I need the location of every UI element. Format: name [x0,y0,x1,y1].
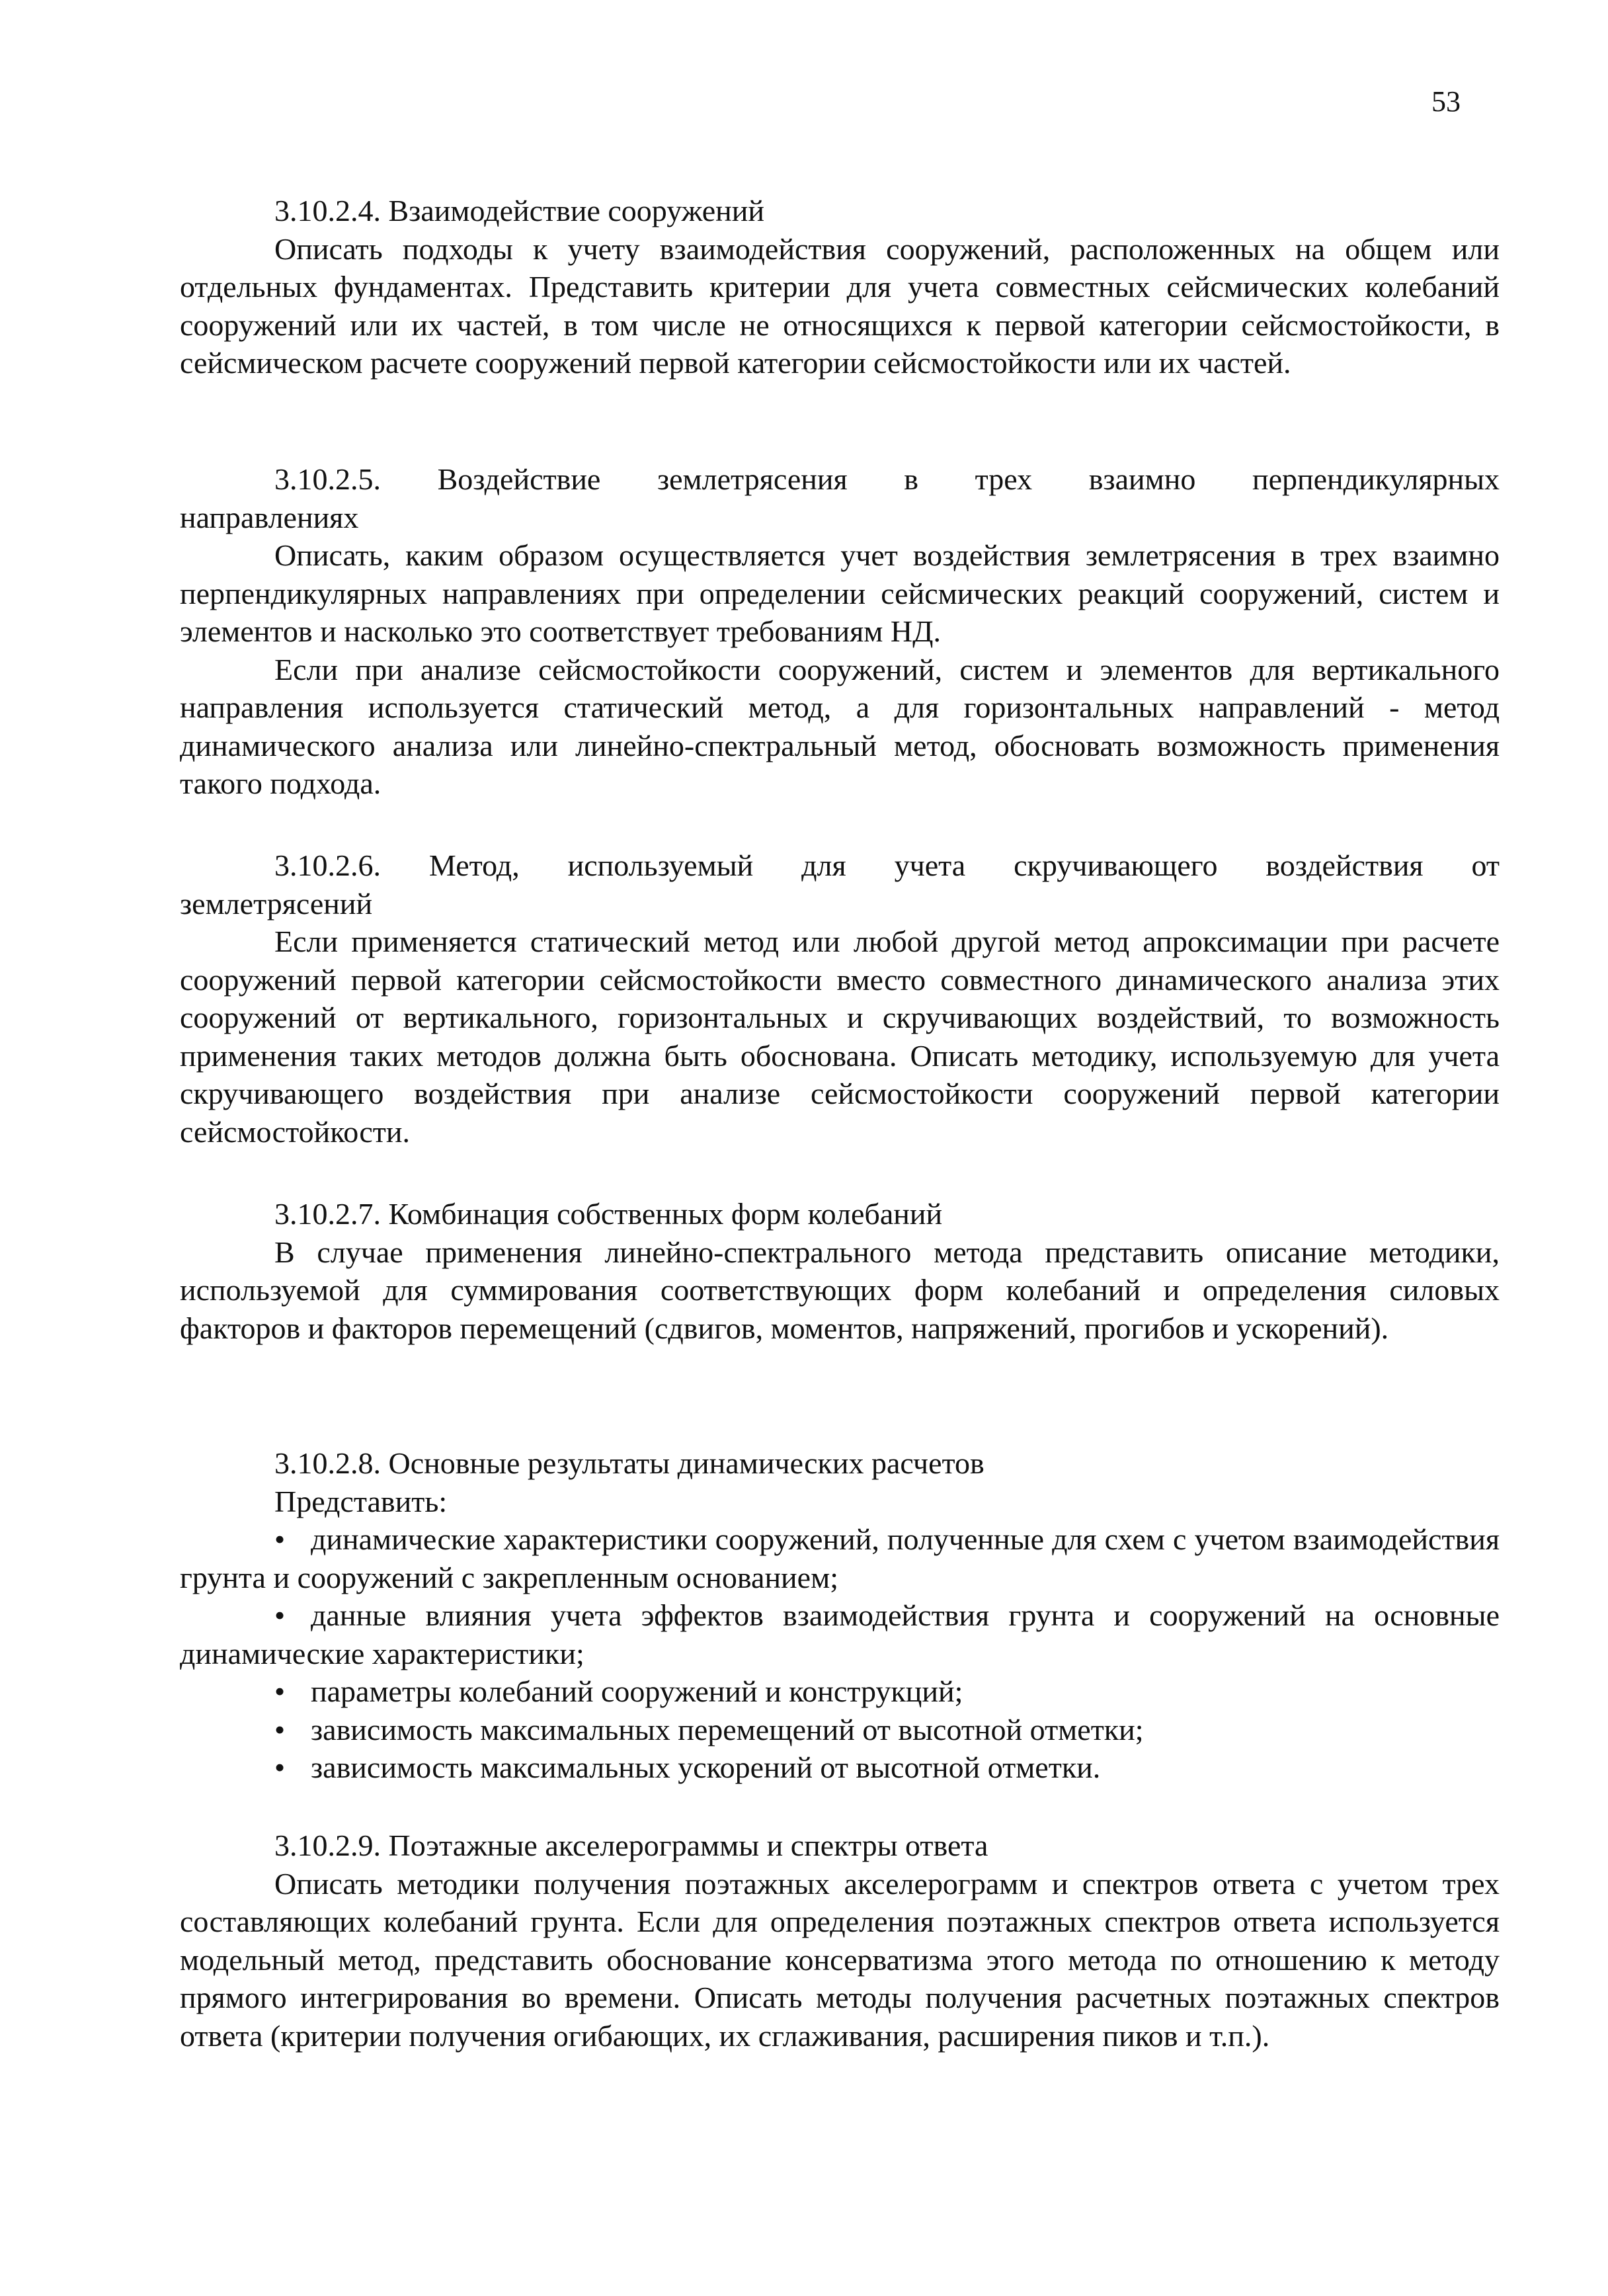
section-heading: 3.10.2.7. Комбинация собственных форм колебаний [274,1197,943,1231]
section-heading-continuation: направлениях [180,500,359,534]
bullet-icon: • [274,1750,286,1784]
list-item [180,1748,1500,1787]
list-item [180,1596,1500,1672]
section-heading: 3.10.2.6. Метод, используемый для учета скручивающего воздействия от [274,848,1500,882]
paragraph: Описать, каким образом осуществляется учет воздействия землетрясения в трех взаимно перпендикулярных направлениях при определении сейсмических реакций сооружений, систем и элементов и насколько это соответствует требованиям НД. [180,538,1500,648]
list-item [180,1711,1500,1749]
section-3-10-2-5 [180,460,1500,803]
page-number: 53 [1431,85,1461,118]
section-3-10-2-8 [180,1444,1500,1787]
section-3-10-2-6 [180,846,1500,1151]
section-heading-continuation: землетрясений [180,886,373,921]
section-heading: 3.10.2.8. Основные результаты динамических расчетов [274,1446,985,1480]
section-heading: 3.10.2.4. Взаимодействие сооружений [274,194,765,227]
section-heading: 3.10.2.5. Воздействие землетрясения в трех взаимно перпендикулярных [274,462,1500,496]
list-item-text: параметры колебаний сооружений и конструкций; [311,1674,963,1708]
section-heading: 3.10.2.9. Поэтажные акселерограммы и спектры ответа [274,1828,988,1862]
bullet-icon: • [274,1598,286,1632]
paragraph: В случае применения линейно-спектрального метода представить описание методики, используемой для суммирования соответствующих форм колебаний и определения силовых факторов и факторов перемещений (сдвигов, моментов, напряжений, прогибов и ускорений). [180,1235,1500,1345]
paragraph: Если применяется статический метод или любой другой метод апроксимации при расчете сооружений первой категории сейсмостойкости вместо совместного динамического анализа этих сооружений от вертикального, горизонтальных и скручивающих воздействий, то возможность применения таких методов должна быть обоснована. Описать методику, используемую для учета скручивающего воздействия при анализе сейсмостойкости сооружений первой категории сейсмостойкости. [180,924,1500,1149]
section-3-10-2-9 [180,1826,1500,2055]
section-3-10-2-7 [180,1195,1500,1347]
bullet-icon: • [274,1522,286,1556]
list-item-text: данные влияния учета эффектов взаимодействия грунта и сооружений на основные динамические характеристики; [180,1598,1500,1670]
list-item [180,1520,1500,1596]
paragraph: Описать подходы к учету взаимодействия сооружений, расположенных на общем или отдельных фундаментах. Представить критерии для учета совместных сейсмических колебаний сооружений или их частей, в том числе не относящихся к первой категории сейсмостойкости, в сейсмическом расчете сооружений первой категории сейсмостойкости или их частей. [180,231,1500,380]
bullet-icon: • [274,1712,286,1746]
list-item [180,1672,1500,1711]
paragraph: Описать методики получения поэтажных акселерограмм и спектров ответа с учетом трех составляющих колебаний грунта. Если для определения поэтажных спектров ответа используется модельный метод, представить обоснование консерватизма этого метода по отношению к методу прямого интегрирования во времени. Описать методы получения расчетных поэтажных спектров ответа (критерии получения огибающих, их сглаживания, расширения пиков и т.п.). [180,1866,1500,2053]
section-intro: Представить: [274,1484,448,1518]
paragraph: Если при анализе сейсмостойкости сооружений, систем и элементов для вертикального направления используется статический метод, а для горизонтальных направлений - метод динамического анализа или линейно-спектральный метод, обосновать возможность применения такого подхода. [180,652,1500,800]
list-item-text: динамические характеристики сооружений, полученные для схем с учетом взаимодействия грунта и сооружений с закрепленным основанием; [180,1522,1500,1594]
bullet-icon: • [274,1674,286,1708]
list-item-text: зависимость максимальных перемещений от высотной отметки; [311,1712,1144,1746]
list-item-text: зависимость максимальных ускорений от высотной отметки. [311,1750,1101,1784]
section-3-10-2-4 [180,192,1500,382]
